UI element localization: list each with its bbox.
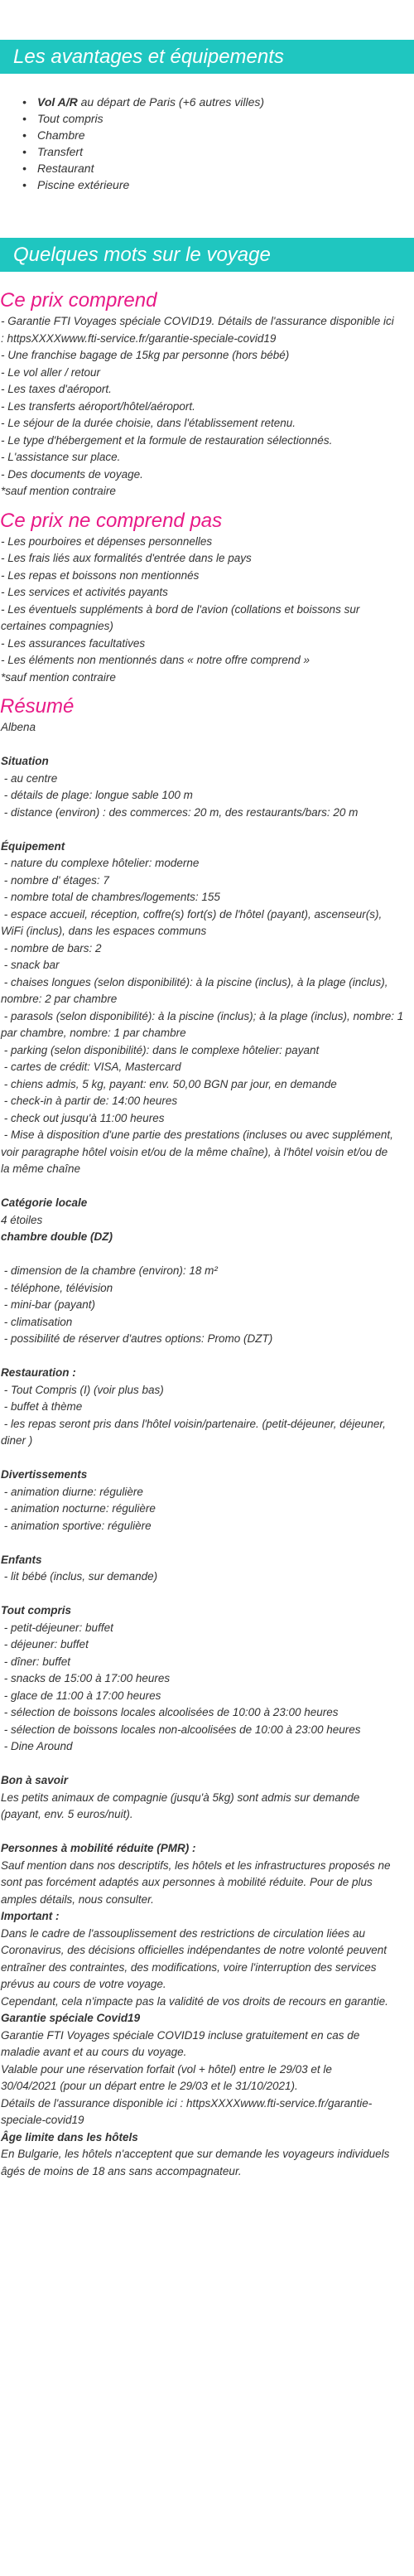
text-line (0, 821, 414, 839)
advantage-item (37, 143, 414, 160)
text-line: - animation nocturne: régulière (1, 1502, 156, 1515)
text-line: En Bulgarie, les hôtels n'acceptent que sur demande les voyageurs individuels (1, 2148, 390, 2160)
text-line: Dans le cadre de l'assouplissement des restrictions de circulation liées au (1, 1926, 366, 1940)
text-line: 4 étoiles (1, 1213, 43, 1226)
text-line: diner ) (1, 1434, 33, 1447)
text-line: Important : (1, 1910, 60, 1922)
text-line: Divertissements (1, 1468, 88, 1481)
text-line: - les repas seront pris dans l'hôtel voisin/partenaire. (petit-déjeuner, déjeuner, (1, 1417, 386, 1430)
text-line: - Les éléments non mentionnés dans « notre offre comprend » (1, 654, 310, 666)
text-line: - L'assistance sur place. (1, 451, 121, 463)
text-line: - déjeuner: buffet (1, 1638, 89, 1650)
text-line: - glace de 11:00 à 17:00 heures (1, 1689, 161, 1702)
text-line: Sauf mention dans nos descriptifs, les hôtels et les infrastructures proposés ne (1, 1858, 391, 1872)
text-line: - climatisation (1, 1315, 73, 1328)
advantage-text: Chambre (37, 128, 85, 142)
text-line: sont pas forcément adaptés aux personnes à mobilité réduite. Pour de plus (1, 1876, 373, 1888)
advantage-text: Piscine extérieure (37, 178, 130, 191)
text-line: Situation (1, 755, 49, 767)
text-line: chambre double (DZ) (1, 1230, 113, 1243)
advantage-text: au départ de Paris (+6 autres villes) (77, 95, 265, 109)
text-line: Enfants (1, 1553, 42, 1566)
text-line (0, 737, 414, 754)
price-includes-title: Ce prix comprend (0, 289, 157, 312)
text-line: - Les éventuels suppléments à bord de l'avion (collations et boissons sur (1, 602, 360, 616)
text-line: - distance (environ) : des commerces: 20 m, des restaurants/bars: 20 m (1, 805, 359, 819)
text-line: - Tout Compris (I) (voir plus bas) (1, 1383, 164, 1396)
text-line: - Les repas et boissons non mentionnés (1, 568, 200, 582)
text-line: Garantie spéciale Covid19 (1, 2012, 141, 2024)
text-line: - chaises longues (selon disponibilité): à la piscine (inclus), à la plage (inclus), (1, 975, 388, 988)
text-line: - Les frais liés aux formalités d'entrée dans le pays (1, 552, 252, 564)
text-line: - parking (selon disponibilité): dans le complexe hôtelier: payant (1, 1043, 320, 1056)
text-line (0, 1348, 414, 1365)
text-line: Personnes à mobilité réduite (PMR) : (1, 1842, 196, 1854)
text-line: - animation diurne: régulière (1, 1485, 143, 1498)
text-line (0, 1756, 414, 1773)
text-line: speciale-covid19 (1, 2114, 84, 2126)
text-line: Cependant, cela n'impacte pas la validité de vos droits de recours en garantie. (1, 1994, 388, 2008)
text-line: Bon à savoir (1, 1774, 69, 1786)
text-line: Catégorie locale (1, 1196, 88, 1209)
text-line: prévus au cours de votre voyage. (1, 1978, 166, 1990)
text-line (0, 1450, 414, 1467)
text-line: (payant, env. 5 euros/nuit). (1, 1808, 133, 1820)
text-line: Coronavirus, des décisions officielles indépendantes de notre volonté peuvent (1, 1944, 388, 1956)
advantages-list (0, 94, 414, 193)
advantage-text: Transfert (37, 145, 83, 158)
text-line: - nature du complexe hôtelier: moderne (1, 857, 200, 869)
text-line: Restauration : (1, 1366, 76, 1379)
text-line: Détails de l'assurance disponible ici : httpsXXXXwww.fti-service.fr/garantie- (1, 2096, 373, 2110)
text-line (0, 1586, 414, 1603)
text-line: - détails de plage: longue sable 100 m (1, 789, 193, 801)
text-line: - Des documents de voyage. (1, 467, 143, 481)
advantage-item (37, 176, 414, 193)
text-line: - téléphone, télévision (1, 1281, 113, 1294)
text-line: - possibilité de réserver d'autres options: Promo (DZT) (1, 1332, 273, 1345)
text-line: - dîner: buffet (1, 1655, 71, 1668)
price-excludes-section (0, 509, 414, 687)
text-line: - snacks de 15:00 à 17:00 heures (1, 1672, 171, 1684)
text-line: - sélection de boissons locales alcoolisées de 10:00 à 23:00 heures (1, 1706, 339, 1718)
text-line: - parasols (selon disponibilité): à la piscine (inclus); à la plage (inclus), nombre: 1 (1, 1009, 404, 1022)
text-line: par chambre, nombre: 1 par chambre (1, 1027, 186, 1039)
text-line: - chiens admis, 5 kg, payant: env. 50,00 BGN par jour, en demande (1, 1077, 337, 1090)
advantage-item (37, 110, 414, 127)
text-line: - Garantie FTI Voyages spéciale COVID19. Détails de l'assurance disponible ici (1, 315, 394, 327)
text-line: - Les pourboires et dépenses personnelles (1, 534, 213, 548)
text-line: nombre: 2 par chambre (1, 993, 118, 1005)
text-line: - Le type d'hébergement et la formule de restauration sélectionnés. (1, 433, 333, 447)
text-line: - nombre d' étages: 7 (1, 873, 109, 887)
text-line: - espace accueil, réception, coffre(s) fort(s) de l'hôtel (payant), ascenseur(s), (1, 907, 383, 921)
text-line: - Dine Around (1, 1740, 73, 1752)
text-line (0, 1246, 414, 1264)
text-line: *sauf mention contraire (1, 485, 116, 497)
summary-section (0, 694, 414, 2180)
text-line: - mini-bar (payant) (1, 1298, 96, 1311)
advantage-item (37, 127, 414, 143)
text-line: - lit bébé (inclus, sur demande) (1, 1570, 158, 1583)
text-line: - nombre de bars: 2 (1, 941, 102, 955)
text-line: certaines compagnies) (1, 620, 113, 632)
text-line: - animation sportive: régulière (1, 1519, 152, 1532)
summary-title: Résumé (0, 695, 75, 718)
text-line: entraîner des contraintes, des modifications, voire l'interruption des services (1, 1960, 377, 1974)
text-line: - Les assurances facultatives (1, 636, 146, 650)
text-line: - dimension de la chambre (environ): 18 m² (1, 1264, 218, 1277)
text-line: Âge limite dans les hôtels (1, 2130, 138, 2143)
advantage-item (37, 94, 414, 110)
text-line: Albena (1, 721, 36, 733)
text-line: WiFi (inclus), dans les espaces communs (1, 925, 207, 937)
advantage-item (37, 160, 414, 176)
text-line: - Les transferts aéroport/hôtel/aéroport. (1, 399, 195, 413)
text-line: - buffet à thème (1, 1400, 83, 1413)
text-line: - Les taxes d'aéroport. (1, 383, 112, 395)
text-line: - Les services et activités payants (1, 586, 168, 598)
text-line: - petit-déjeuner: buffet (1, 1621, 113, 1634)
text-line: - check out jusqu'à 11:00 heures (1, 1111, 165, 1124)
text-line: - Le vol aller / retour (1, 365, 101, 379)
advantage-bold: Vol A/R (37, 95, 78, 109)
section-header-advantages: Les avantages et équipements (0, 40, 414, 74)
text-line: - Le séjour de la durée choisie, dans l'établissement retenu. (1, 417, 296, 429)
text-line: - snack bar (1, 959, 60, 971)
text-line: *sauf mention contraire (1, 670, 116, 684)
price-includes-section (0, 288, 414, 500)
text-line: - cartes de crédit: VISA, Mastercard (1, 1061, 181, 1073)
price-excludes-title: Ce prix ne comprend pas (0, 509, 223, 532)
text-line: - sélection de boissons locales non-alcoolisées de 10:00 à 23:00 heures (1, 1723, 361, 1736)
text-line: Tout compris (1, 1604, 72, 1617)
text-line: - nombre total de chambres/logements: 155 (1, 891, 220, 903)
text-line: amples détails, nous consulter. (1, 1892, 154, 1906)
text-line: Équipement (1, 839, 65, 853)
text-line: - au centre (1, 771, 58, 785)
text-line: 30/04/2021 (pour un départ entre le 29/03 et le 31/10/2021). (1, 2080, 298, 2092)
text-line: maladie avant et au cours du voyage. (1, 2046, 187, 2058)
text-line: : httpsXXXXwww.fti-service.fr/garantie-speciale-covid19 (1, 331, 277, 345)
advantage-text: Restaurant (37, 162, 94, 175)
text-line: la même chaîne (1, 1162, 81, 1175)
advantage-text: Tout compris (37, 112, 104, 125)
text-line (0, 1534, 414, 1552)
text-line: - Mise à disposition d'une partie des prestations (incluses ou avec supplément, (1, 1129, 393, 1141)
text-line: - Une franchise bagage de 15kg par personne (hors bébé) (1, 349, 290, 361)
text-line: Les petits animaux de compagnie (jusqu'à 5kg) sont admis sur demande (1, 1791, 360, 1804)
text-line: Garantie FTI Voyages spéciale COVID19 incluse gratuitement en cas de (1, 2028, 360, 2042)
text-line: voir paragraphe hôtel voisin et/ou de la même chaîne), à l'hôtel voisin et/ou de (1, 1145, 388, 1158)
text-line: Valable pour une réservation forfait (vol + hôtel) entre le 29/03 et le (1, 2062, 332, 2076)
section-header-trip: Quelques mots sur le voyage (0, 238, 414, 272)
text-line (0, 1178, 414, 1196)
text-line: - check-in à partir de: 14:00 heures (1, 1095, 178, 1107)
text-line: âgés de moins de 18 ans sans accompagnateur. (1, 2164, 242, 2177)
text-line (0, 1824, 414, 1841)
